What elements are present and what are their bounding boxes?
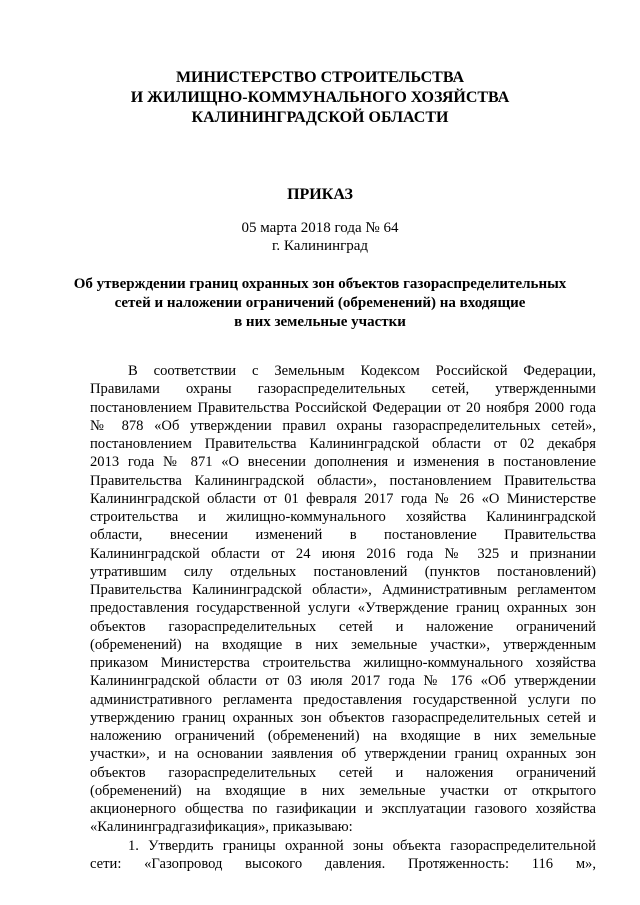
body-line: (обременений) на входящие в них земельные участки от открытого bbox=[90, 782, 596, 799]
title-line: Об утверждении границ охранных зон объектов газораспределительных bbox=[73, 276, 567, 292]
body-line: Правительства Калининградской области», Административным регламентом bbox=[90, 582, 596, 598]
body-line: 1. Утвердить границы охранной зоны объекта газораспределительной bbox=[128, 837, 596, 854]
ministry-line: И ЖИЛИЩНО-КОММУНАЛЬНОГО ХОЗЯЙСТВА bbox=[130, 89, 510, 106]
body-line: постановлением Правительства Калининградской области от 02 декабря bbox=[90, 436, 596, 452]
body-line: акционерного общества по газификации и эксплуатации газового хозяйства bbox=[90, 801, 596, 817]
body-line: участки», и на основании заявления об утверждении границ охранных зон bbox=[90, 746, 596, 763]
date-number: 05 марта 2018 года № 64 bbox=[241, 220, 399, 236]
body-line: постановлением Правительства Российской Федерации от 20 ноября 2000 года bbox=[90, 399, 596, 416]
body-line: № 878 «Об утверждении правил охраны газораспределительных сетей», bbox=[90, 417, 596, 434]
body-line: предоставления государственной услуги «Утверждение границ охранных зон bbox=[90, 600, 596, 617]
body-line: объектов газораспределительных сетей и наложения ограничений bbox=[90, 764, 596, 781]
body-line: Калининградской области от 24 июня 2016 года № 325 и признании bbox=[90, 545, 596, 562]
body-line: административного регламента предоставления государственной услуги по bbox=[90, 691, 596, 708]
order-body bbox=[90, 362, 596, 873]
order-title bbox=[0, 275, 640, 332]
city: г. Калининград bbox=[271, 238, 369, 254]
ministry-header bbox=[0, 68, 640, 128]
body-line: утратившим силу отдельных постановлений (пунктов постановлений) bbox=[90, 563, 596, 580]
body-line: Калининградской области от 03 июля 2017 года № 176 «Об утверждении bbox=[90, 673, 596, 690]
ministry-line: МИНИСТЕРСТВО СТРОИТЕЛЬСТВА bbox=[175, 69, 465, 86]
body-line: 2013 года № 871 «О внесении дополнения и изменения в постановление bbox=[90, 454, 596, 471]
body-line: Калининградской области от 01 февраля 2017 года № 26 «О Министерстве bbox=[90, 490, 596, 507]
body-line: приказом Министерства строительства жилищно-коммунального хозяйства bbox=[90, 655, 596, 671]
title-line: в них земельные участки bbox=[234, 314, 406, 330]
body-line: Правилами охраны газораспределительных сетей, утвержденными bbox=[90, 381, 596, 398]
body-line: строительства и жилищно-коммунального хозяйства Калининградской bbox=[90, 509, 596, 525]
document-type: ПРИКАЗ bbox=[287, 186, 353, 203]
body-line: объектов газораспределительных сетей и наложение ограничений bbox=[90, 618, 596, 635]
body-line: сети: «Газопровод высокого давления. Протяженность: 116 м», bbox=[90, 855, 596, 872]
body-line: области, внесении изменений в постановление Правительства bbox=[90, 527, 596, 544]
body-line: наложению ограничений (обременений) на входящие в них земельные bbox=[90, 728, 596, 744]
title-line: сетей и наложении ограничений (обременений) на входящие bbox=[114, 295, 526, 311]
body-line: (обременений) на входящие в них земельные участки», утвержденным bbox=[90, 636, 596, 653]
body-line: утверждению границ охранных зон объектов газораспределительных сетей и bbox=[90, 709, 596, 726]
body-line: «Калининградгазификация», приказываю: bbox=[90, 819, 353, 836]
body-line: В соответствии с Земельным Кодексом Российской Федерации, bbox=[128, 363, 596, 379]
body-line: Правительства Калининградской области», постановлением Правительства bbox=[90, 472, 596, 489]
ministry-line: КАЛИНИНГРАДСКОЙ ОБЛАСТИ bbox=[191, 109, 449, 126]
